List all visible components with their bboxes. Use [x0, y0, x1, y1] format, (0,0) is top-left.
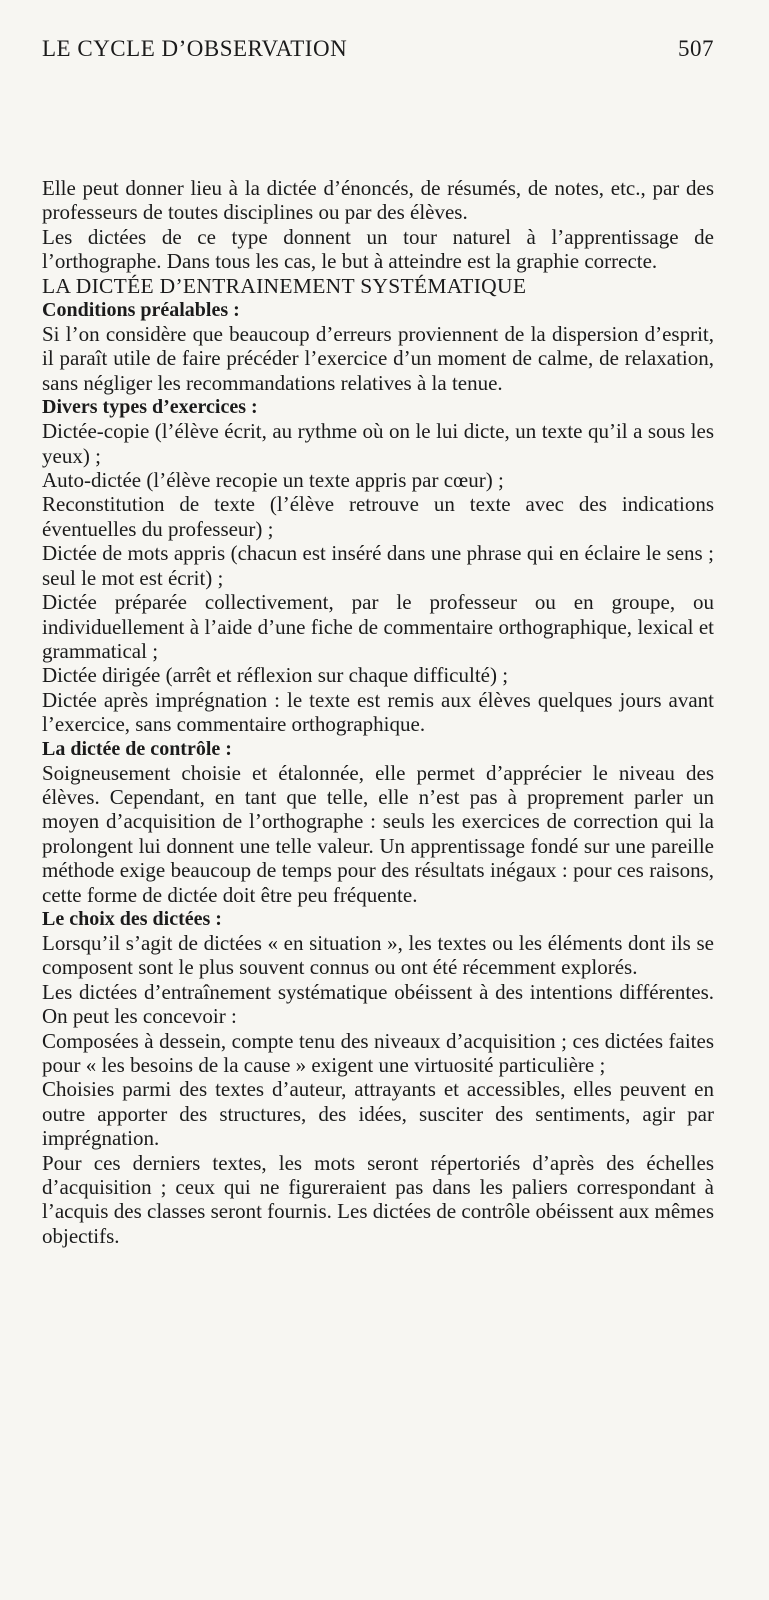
list-item: Auto-dictée (l’élève recopie un texte appris par cœur) ;: [42, 468, 504, 493]
list-item: Dictée après imprégnation : le texte est remis aux élèves quelques jours avant l’exercice, sans commentaire orthographique.: [42, 687, 714, 737]
subheading-choix: Le choix des dictées :: [42, 907, 222, 930]
list-item: Dictée dirigée (arrêt et réflexion sur chaque difficulté) ;: [42, 663, 509, 688]
page-number: 507: [678, 36, 714, 61]
list-item: Reconstitution de texte (l’élève retrouve un texte avec des indications éventuelles du professeur) ;: [42, 492, 714, 541]
section-title: LA DICTÉE D’ENTRAINEMENT SYSTÉMATIQUE: [42, 273, 527, 298]
body-paragraph: Pour ces derniers textes, les mots seront répertoriés d’après des échelles d’acquisition ; ceux qui ne figureraient pas dans les paliers correspondant à l’acquis des classes seront fournis. Les dictées de contrôle obéissent aux mêmes objectifs.: [42, 1150, 714, 1248]
subheading-conditions: Conditions préalables :: [42, 299, 240, 322]
body-paragraph: Lorsqu’il s’agit de dictées « en situation », les textes ou les éléments dont ils se composent sont le plus souvent connus ou ont été récemment explorés.: [42, 930, 714, 980]
body-paragraph: Soigneusement choisie et étalonnée, elle permet d’apprécier le niveau des élèves. Cependant, en tant que telle, elle n’est pas à proprement parler un moyen d’acquisition de l’orthographe : seuls les exercices de correction qui la prolongent lui donnent une telle valeur. Un apprentissage fondé sur une pareille méthode exige beaucoup de temps pour des résultats inégaux : pour ces raisons, cette forme de dictée doit être peu fréquente.: [42, 760, 714, 907]
list-item: Dictée-copie (l’élève écrit, au rythme où on le lui dicte, un texte qu’il a sous les yeux) ;: [42, 419, 714, 468]
page-body: [42, 176, 714, 1248]
list-item: Dictée de mots appris (chacun est inséré dans une phrase qui en éclaire le sens ; seul le mot est écrit) ;: [42, 541, 714, 590]
intro-paragraph: Les dictées de ce type donnent un tour naturel à l’apprentissage de l’orthographe. Dans tous les cas, le but à atteindre est la graphie correcte.: [42, 224, 714, 274]
subheading-controle: La dictée de contrôle :: [42, 737, 232, 760]
body-paragraph: Les dictées d’entraînement systématique obéissent à des intentions différentes. On peut les concevoir :: [42, 979, 714, 1029]
body-paragraph: Choisies parmi des textes d’auteur, attrayants et accessibles, elles peuvent en outre apporter des structures, des idées, susciter des sentiments, agir par imprégnation.: [42, 1077, 714, 1151]
body-paragraph: Composées à dessein, compte tenu des niveaux d’acquisition ; ces dictées faites pour « les besoins de la cause » exigent une virtuosité particulière ;: [42, 1028, 714, 1077]
body-paragraph: Si l’on considère que beaucoup d’erreurs proviennent de la dispersion d’esprit, il paraît utile de faire précéder l’exercice d’un moment de calme, de relaxation, sans négliger les recommandations relatives à la tenue.: [42, 322, 714, 395]
running-header: [42, 36, 714, 62]
list-item: Dictée préparée collectivement, par le professeur ou en groupe, ou individuellement à l’aide d’une fiche de commentaire orthographique, lexical et grammatical ;: [42, 590, 714, 663]
subheading-types: Divers types d’exercices :: [42, 396, 258, 419]
intro-paragraph: Elle peut donner lieu à la dictée d’énoncés, de résumés, de notes, etc., par des professeurs de toutes disciplines ou par des élèves.: [42, 176, 714, 225]
running-title: LE CYCLE D’OBSERVATION: [42, 36, 348, 61]
